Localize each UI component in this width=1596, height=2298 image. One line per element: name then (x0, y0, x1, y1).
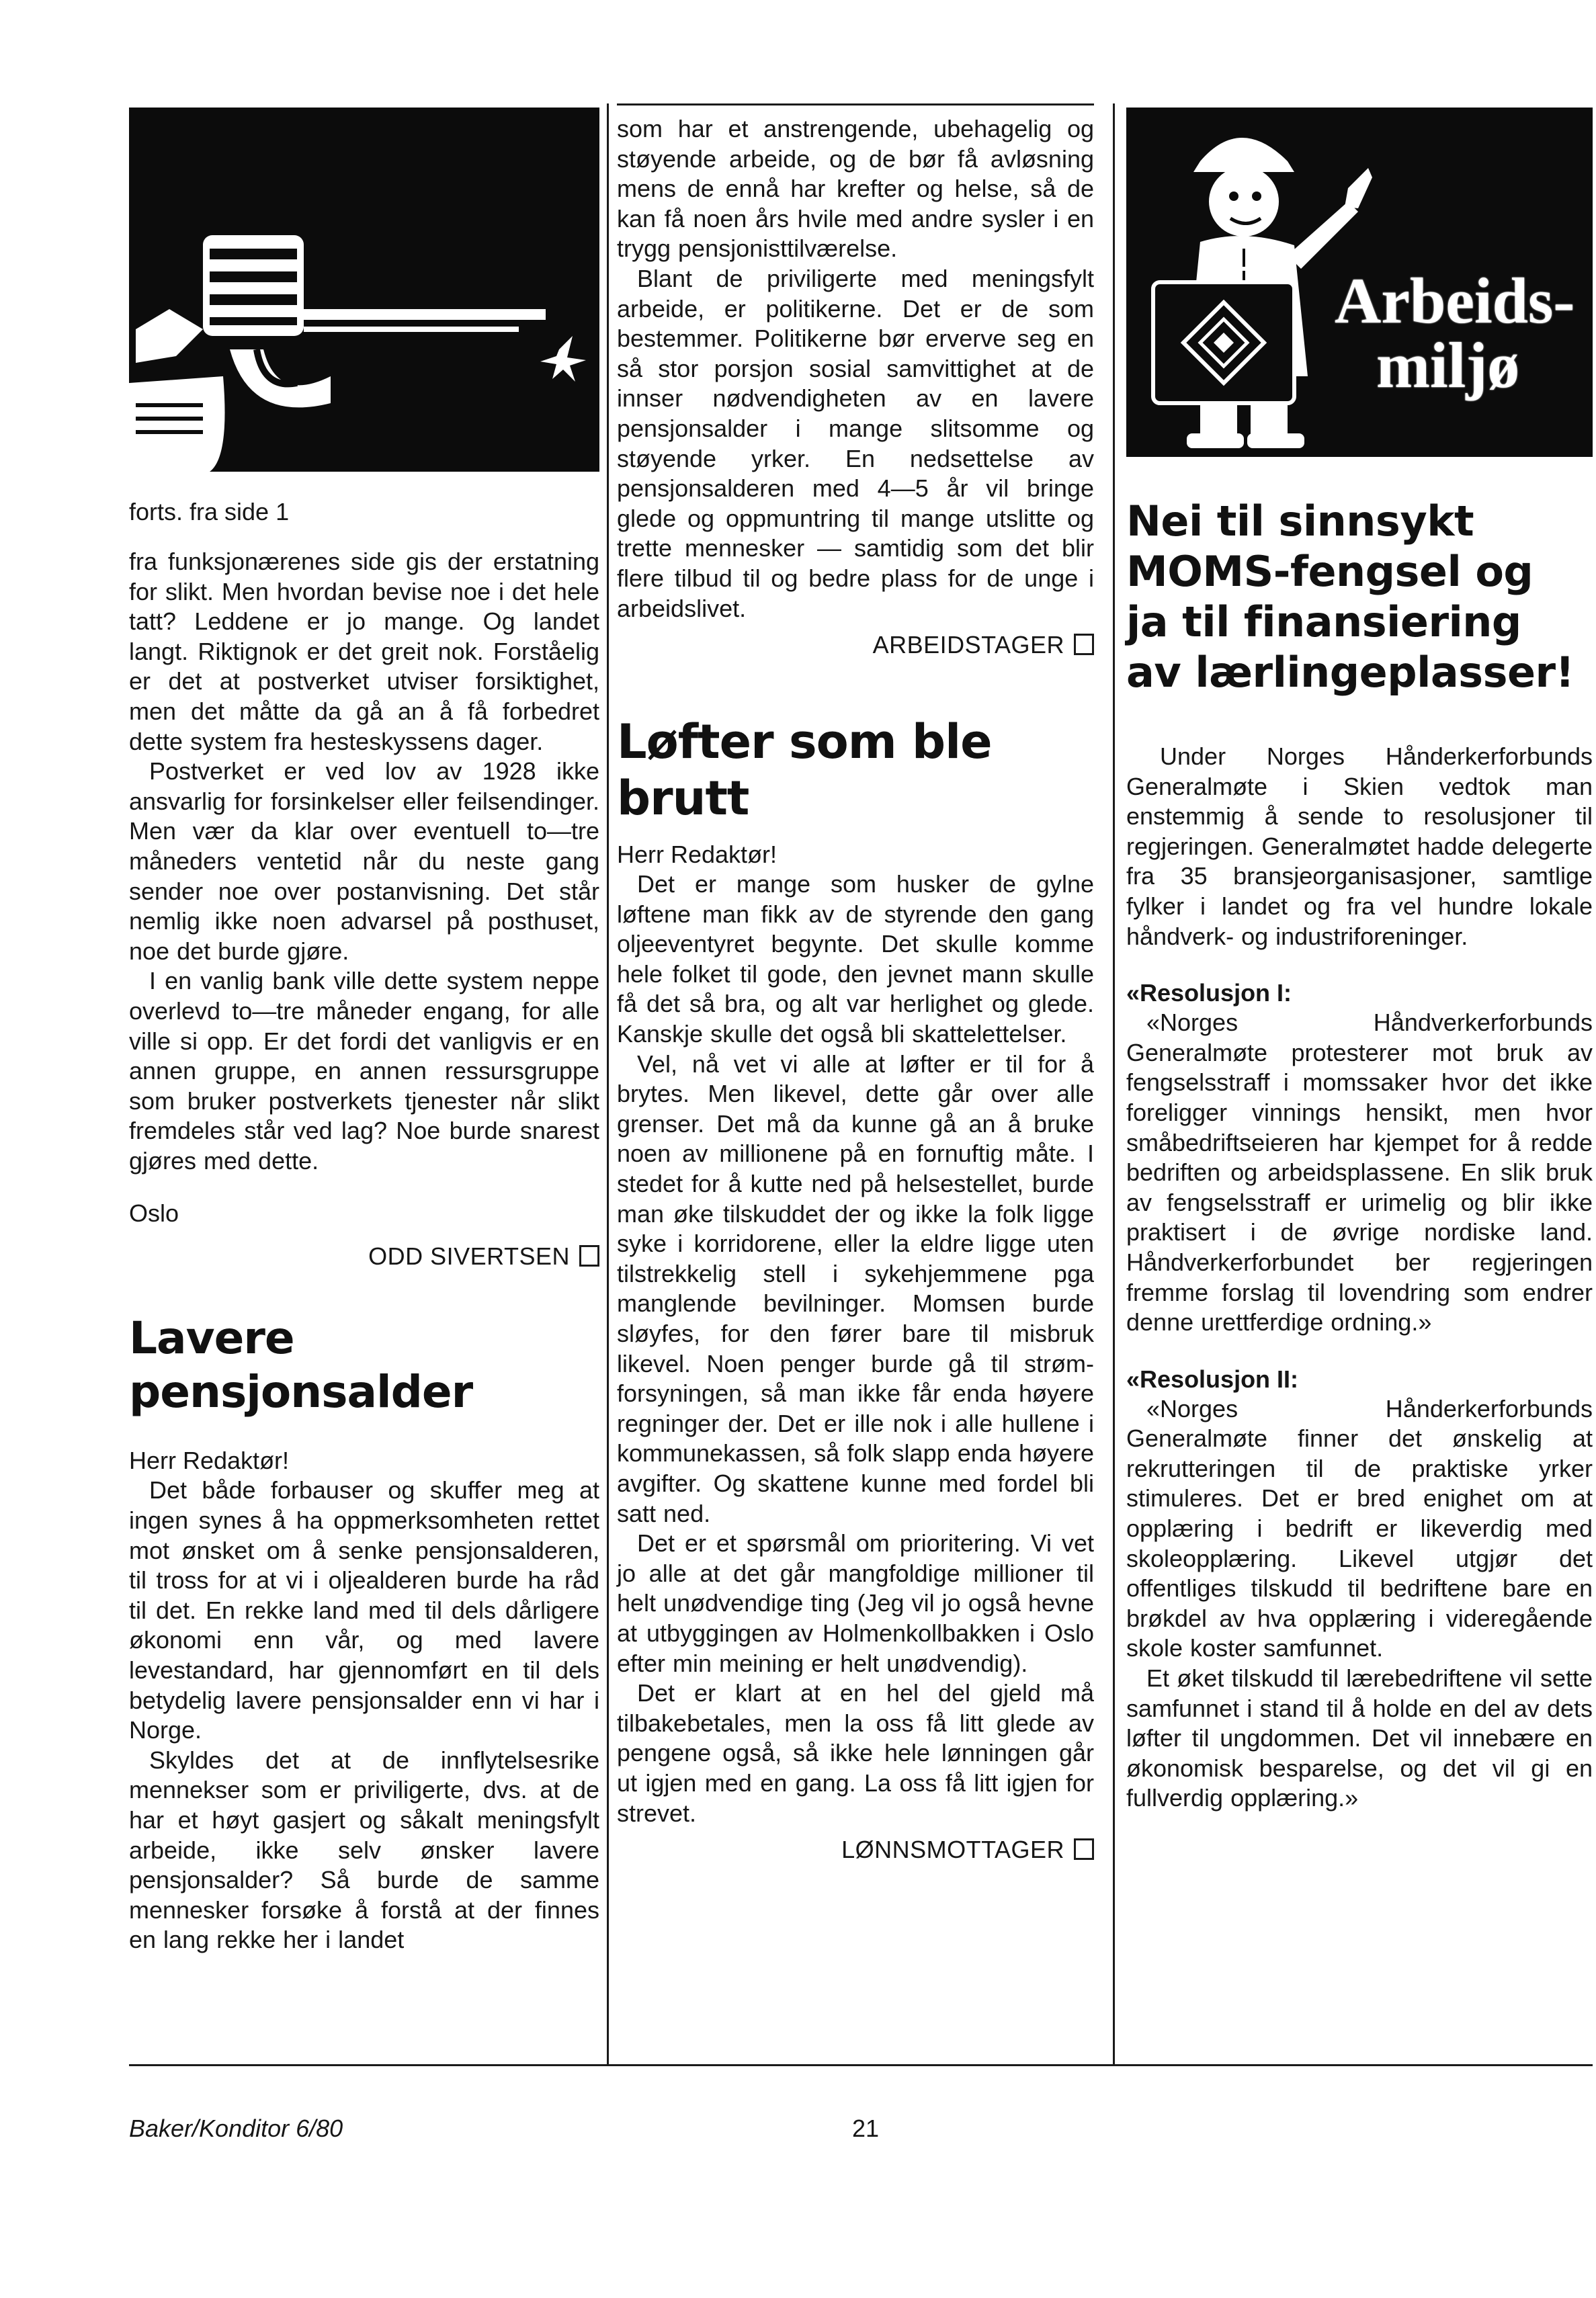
footer-page-number: 21 (852, 2115, 880, 2142)
end-box-icon (1074, 634, 1094, 655)
revolver-icon (129, 108, 599, 472)
letter1-paragraph: fra funksjonærenes side gis der erstatning for slikt. Men hvordan bevise noe i det hele tatt? Leddene er jo mange. Og landet langt. Riktignok er det greit nok. Forståelig er det at postverket utviser forsiktighet, men det måtte da gå an å få forbedret dette system fra hesteskyssens dager. (129, 548, 599, 755)
signature-text: ODD SIVERTSEN (368, 1242, 570, 1271)
resolution2-paragraph: «Norges Hånderkerforbunds Generalmøte finner det ønskelig at rekrutteringen til de praktiske yrker stimuleres. Det er bred enighet om at opplæring i bedrift er likeverdig med skoleopplæring. Likevel utgjør det offentliges tilskudd til bedriftene bare en brøkdel av hva opplæring i videregående skole koster samfunnet. (1126, 1394, 1593, 1662)
signature-text: LØNNSMOTTAGER (841, 1836, 1064, 1864)
letter1-body (129, 547, 599, 1176)
end-box-icon (579, 1245, 599, 1267)
revolver-illustration (129, 108, 599, 472)
salutation: Herr Redaktør! (129, 1447, 290, 1475)
arbeidsmiljo-title-line: Arbeids- (1335, 265, 1575, 337)
signature-odd-sivertsen (129, 1242, 599, 1271)
letter1-paragraph: I en vanlig bank ville dette system neppe overlevd to—tre måneder engang, for alle ville si opp. Er det fordi det vanligvis er en annen gruppe, en annen ressursgruppe som bruker postverkets tjenester når slikt fremdeles står ved lag? Noe burde snarest gjøres med dette. (129, 967, 599, 1175)
headline-lofter-som-ble-brutt: Løfter som ble brutt (617, 714, 992, 826)
bottom-rule (129, 2064, 1593, 2066)
letter2-continued-body (617, 114, 1094, 624)
letter2-paragraph: Skyldes det at de innflytelsesrike mennekser som er priviligerte, dvs. at de har et høyt gasjert og såkalt meningsfylt arbeide, ikke selv ønsker lavere pensjonsalder? Så burde de samme mennesker forsøke å forstå at der finnes en lang rekke her i landet (129, 1746, 599, 1954)
letter1-place: Oslo (129, 1199, 179, 1228)
headline-line: pensjonsalder (129, 1366, 473, 1418)
signature-lonnsmottager (617, 1835, 1094, 1865)
column-left (129, 497, 599, 1955)
column-middle (617, 114, 1094, 1865)
resolution1-paragraph: «Norges Håndverkerforbunds Generalmøte protesterer mot bruk av fengselsstraff i momssaker hvor det ikke foreligger vinnings hensikt, men hvor småbedriftseieren har kjempet for å redde bedriften og arbeidsplassene. En slik bruk av fengselsstraff er urimelig og blir ikke praktisert i de øvrige nordiske land. Håndverkerforbundet ber regjeringen fremme forslag til lovendring som endrer denne urettferdige ordning.» (1126, 1009, 1593, 1336)
letter2-continued-paragraph: som har et anstrengende, ubehagelig og støyende arbeide, og de bør få avløsning mens de ennå har krefter og helse, så de kan få noen års hvile med andre sysler i en trygg pensjonisttilværelse. (617, 115, 1094, 263)
continued-label: forts. fra side 1 (129, 498, 290, 525)
headline-nei-til-sinnsykt-moms-fengsel (1126, 496, 1593, 697)
top-rule-col2 (617, 103, 1094, 105)
arbeidsmiljo-title (1335, 265, 1575, 401)
letter3-paragraph: Det er et spørsmål om prioritering. Vi vet jo alle at det går mangfoldige millioner til helt unødvendige ting (Jeg vil jo også hevne at utbyggingen av Holmenkollbakken i Oslo efter min meining er helt unødvendig). (617, 1529, 1094, 1677)
headline-line: Lavere (129, 1312, 294, 1365)
footer-publication: Baker/Konditor 6/80 (129, 2115, 343, 2142)
resolution2-body (1126, 1394, 1593, 1814)
salutation: Herr Redaktør! (617, 841, 778, 869)
headline-line: ja til finansiering (1126, 597, 1521, 646)
arbeidsmiljo-title-line: miljø (1376, 329, 1520, 401)
resolution1-body (1126, 1008, 1593, 1338)
column-divider-left (607, 103, 609, 2066)
headline-line: Nei til sinnsykt (1126, 497, 1474, 546)
resolution2-title: «Resolusjon II: (1126, 1365, 1299, 1393)
letter2-body (129, 1476, 599, 1955)
arbeidsmiljo-illustration (1126, 108, 1593, 457)
column-right (1126, 496, 1593, 1814)
intro-paragraph: Under Norges Hånderkerforbunds Generalmøte i Skien vedtok man enstemmig å sende to resolusjoner til regjeringen. Generalmøtet hadde delegerte fra 35 bransjeorganisasjoner, samtlige fylker i landet og fra vel hundre lokale håndverk- og industriforeninger. (1126, 742, 1593, 950)
letter3-paragraph: Det er mange som husker de gylne løftene man fikk av de styrende den gang oljeeventyret begynte. Det skulle komme hele folket til gode, den jevnet mann skulle få det så bra, og alt var herlighet og glede. Kanskje skulle det også bli skattelettelser. (617, 870, 1094, 1048)
signature-arbeidstager (617, 630, 1094, 660)
column-divider-right (1113, 103, 1115, 2066)
headline-lavere-pensjonsalder (129, 1312, 599, 1419)
headline-line: av lærlingeplasser! (1126, 648, 1574, 697)
letter3-paragraph: Vel, nå vet vi alle at løfter er til for å brytes. Men likevel, dette går over alle grenser. Det må da kunne gå an å bruke noen av millionene på en fornuftig måte. I stedet for å kutte ned på helsestellet, burde man øke tilskuddet der og ikke la folk ligge syke i korridorene, eller la eldre ligge uten tilstrekkelig stell i sykehjemmene pga manglende bevilninger. Momsen burde sløyfes, for den fører bare til misbruk likevel. Noen penger burde gå til strøm-forsyningen, så man ikke får enda høyere regninger der. Det er ille nok i alle hullene i kommunekassen, så folk slapp enda høyere avgifter. Og skattene kunne med fordel bli satt ned. (617, 1050, 1094, 1527)
signature-text: ARBEIDSTAGER (872, 631, 1064, 659)
intro-body (1126, 742, 1593, 951)
letter2-paragraph: Det både forbauser og skuffer meg at ingen synes å ha oppmerksomheten rettet mot ønsket om å senke pensjonsalderen, til tross for at vi i oljealderen burde ha råd til det. En rekke land med til dels dårligere økonomi enn vår, og med lavere levestandard, har gjennomført en til dels betydelig lavere pensjonsalder enn vi har i Norge. (129, 1476, 599, 1744)
letter1-paragraph: Postverket er ved lov av 1928 ikke ansvarlig for forsinkelser eller feilsendinger. Men vær da klar over eventuell to—tre måneders ventetid når du neste gang sender noe over postanvisning. Det står nemlig ikke noen advarsel på posthuset, noe det burde gjøre. (129, 757, 599, 965)
letter3-paragraph: Det er klart at en hel del gjeld må tilbakebetales, men la oss få litt glede av pengene også, så ikke hele lønningen går ut igjen med en gang. La oss få litt igjen for strevet. (617, 1679, 1094, 1827)
headline-line: MOMS-fengsel og (1126, 547, 1534, 596)
end-box-icon (1074, 1838, 1094, 1860)
resolution1-title: «Resolusjon I: (1126, 979, 1292, 1007)
resolution2-paragraph: Et øket tilskudd til lærebedriftene vil sette samfunnet i stand til å holde en del av dets løfter til ungdommen. Det vil innebære en økonomisk besparelse, og det vil gi en fullverdig opplæring.» (1126, 1664, 1593, 1812)
letter2-continued-paragraph: Blant de priviligerte med meningsfylt arbeide, er politikerne. Det er de som bestemmer. Politikerne bør erverve seg en så stor porsjon sosial samvittighet at de innser nødvendigheten av en lavere pensjonsalder i mange slitsomme og støyende yrker. En nedsettelse av pensjonsalderen med 4—5 år vil bringe glede og oppmuntring til mange utslitte og trette mennesker — samtidig som det blir flere tilbud til og bedre plass for de unge i arbeidslivet. (617, 264, 1094, 622)
letter3-body (617, 869, 1094, 1828)
